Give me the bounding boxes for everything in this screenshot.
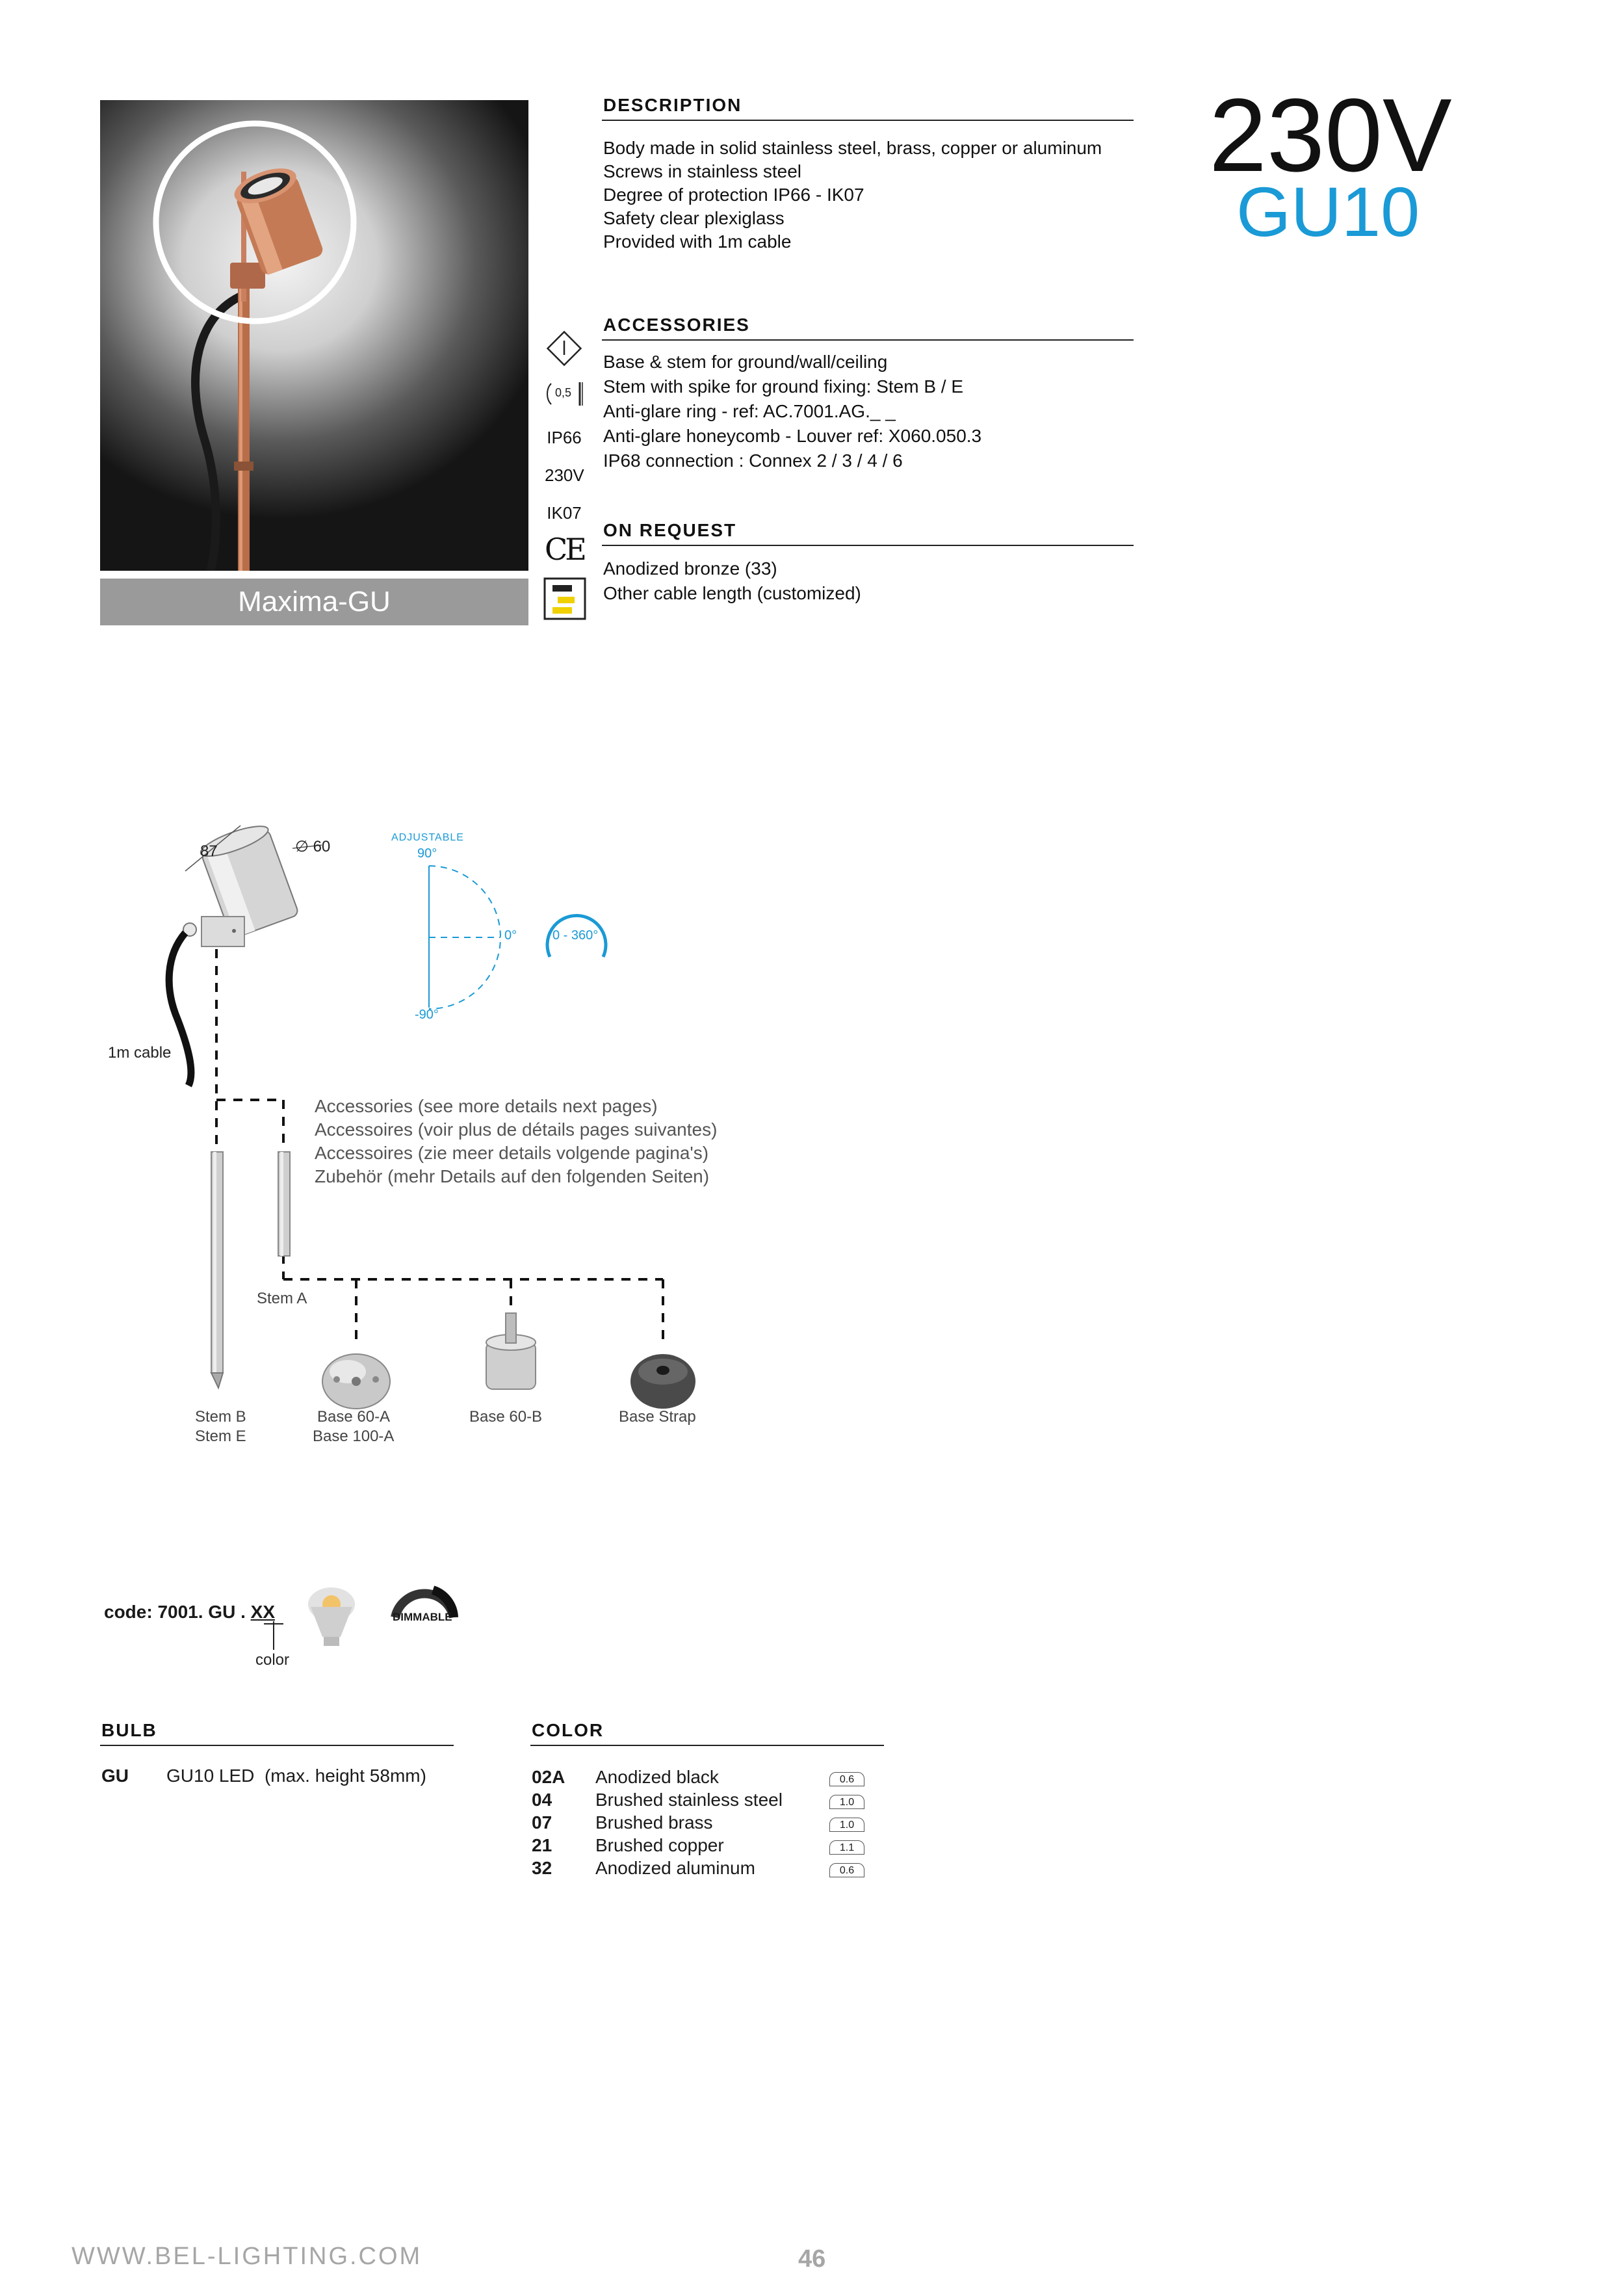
stem-a-label: Stem A [257,1290,307,1307]
accessories-list [603,350,981,473]
accessories-line: Anti-glare honeycomb - Louver ref: X060.050.3 [603,426,982,446]
page-number: 46 [798,2245,826,2273]
base-60a-drawing [322,1354,390,1409]
accessories-note-line: Zubehör (mehr Details auf den folgenden Seiten) [315,1166,710,1186]
accessories-line: Stem with spike for ground fixing: Stem B / E [603,376,964,397]
stem-b-drawing [211,1152,223,1388]
description-rule [602,120,1134,121]
footer-website[interactable]: WWW.BEL-LIGHTING.COM [71,2243,422,2270]
stem-e-label: Stem E [195,1428,246,1445]
base-60b-drawing [486,1313,536,1389]
color-row [532,1766,870,1788]
color-factor-badge: 0.6 [829,1772,864,1786]
angle-top-label: 90° [417,846,437,861]
color-title: COLOR [532,1720,604,1740]
accessories-line: IP68 connection : Connex 2 / 3 / 4 / 6 [603,450,903,471]
spotlight-illustration [100,100,528,571]
accessories-title: ACCESSORIES [603,315,750,335]
on-request-title: ON REQUEST [603,520,737,540]
cable-label: 1m cable [108,1044,172,1062]
color-code: 21 [532,1835,552,1855]
base-60a-label: Base 60-A [317,1408,391,1426]
led-class-icon [543,577,586,620]
product-name-caption [100,579,528,625]
color-row [532,1811,870,1834]
bulb-code: GU [101,1766,129,1786]
diameter-dimension: ∅ 60 [295,838,331,855]
bulb-description: GU10 LED (max. height 58mm) [166,1766,426,1786]
angle-bottom-label: -90° [415,1008,439,1022]
description-line: Degree of protection IP66 - IK07 [603,185,864,205]
angle-mid-label: 0° [504,928,517,943]
stem-b-label: Stem B [195,1408,246,1426]
code-pointer-icon [263,1621,285,1650]
color-row [532,1857,870,1879]
accessories-note [315,1095,717,1188]
bulb-title: BULB [101,1720,157,1740]
base-100a-label: Base 100-A [313,1428,395,1445]
adjustable-label: ADJUSTABLE [391,832,464,843]
stem-a-drawing [278,1152,290,1256]
accessories-note-line: Accessoires (zie meer details volgende pagina's) [315,1143,709,1163]
color-factor-badge: 0.6 [829,1863,864,1877]
bulb-rule [100,1745,454,1746]
color-row [532,1834,870,1857]
product-code [104,1602,275,1623]
color-name: Brushed brass [595,1812,713,1833]
accessories-note-line: Accessoires (voir plus de détails pages suivantes) [315,1119,718,1140]
description-line: Provided with 1m cable [603,231,792,252]
description-line: Body made in solid stainless steel, brass, copper or aluminum [603,138,1102,158]
description-list [603,137,1102,254]
description-line: Screws in stainless steel [603,161,802,181]
warning-diamond-icon [546,330,582,367]
color-name: Brushed stainless steel [595,1790,783,1810]
product-photo [100,100,528,571]
on-request-rule [602,545,1134,546]
color-factor-badge: 1.0 [829,1795,864,1809]
distance-value: 0,5 [555,386,572,399]
ik-rating: IK07 [547,503,582,523]
color-name: Anodized aluminum [595,1858,755,1878]
accessories-note-line: Accessories (see more details next pages) [315,1096,658,1116]
length-dimension: 87 [200,842,218,860]
color-name: Anodized black [595,1767,719,1787]
bulb-row [101,1766,426,1786]
base-strap-drawing [630,1354,695,1409]
color-code: 32 [532,1858,552,1878]
base-strap-label: Base Strap [619,1408,696,1426]
gu10-bulb-icon [305,1585,357,1650]
product-name: Maxima-GU [238,586,391,618]
ce-mark-icon: CE [545,532,584,567]
code-color-placeholder: XX [250,1602,275,1622]
color-factor-badge: 1.0 [829,1818,864,1832]
voltage-heading: 230V [1209,77,1452,193]
base-60b-label: Base 60-B [469,1408,543,1426]
lamp-heading: GU10 [1236,172,1420,251]
description-line: Safety clear plexiglass [603,208,785,228]
color-name: Brushed copper [595,1835,724,1855]
accessories-rule [602,339,1134,341]
color-rule [530,1745,884,1746]
accessories-line: Base & stem for ground/wall/ceiling [603,352,888,372]
description-title: DESCRIPTION [603,95,742,115]
color-code: 02A [532,1767,565,1787]
voltage-rating: 230V [545,465,584,485]
on-request-line: Anodized bronze (33) [603,558,777,579]
on-request-line: Other cable length (customized) [603,583,861,603]
color-label: color [255,1651,290,1669]
color-code: 07 [532,1812,552,1833]
distance-icon [546,380,585,408]
rotation-label: 0 - 360° [552,928,599,943]
dimmable-label: DIMMABLE [393,1611,452,1623]
code-prefix: code: 7001. GU . [104,1602,251,1622]
on-request-list [603,556,861,606]
color-code: 04 [532,1790,552,1810]
ip-rating: IP66 [547,428,582,447]
color-row [532,1788,870,1811]
accessories-line: Anti-glare ring - ref: AC.7001.AG._ _ [603,401,896,421]
color-factor-badge: 1.1 [829,1840,864,1855]
